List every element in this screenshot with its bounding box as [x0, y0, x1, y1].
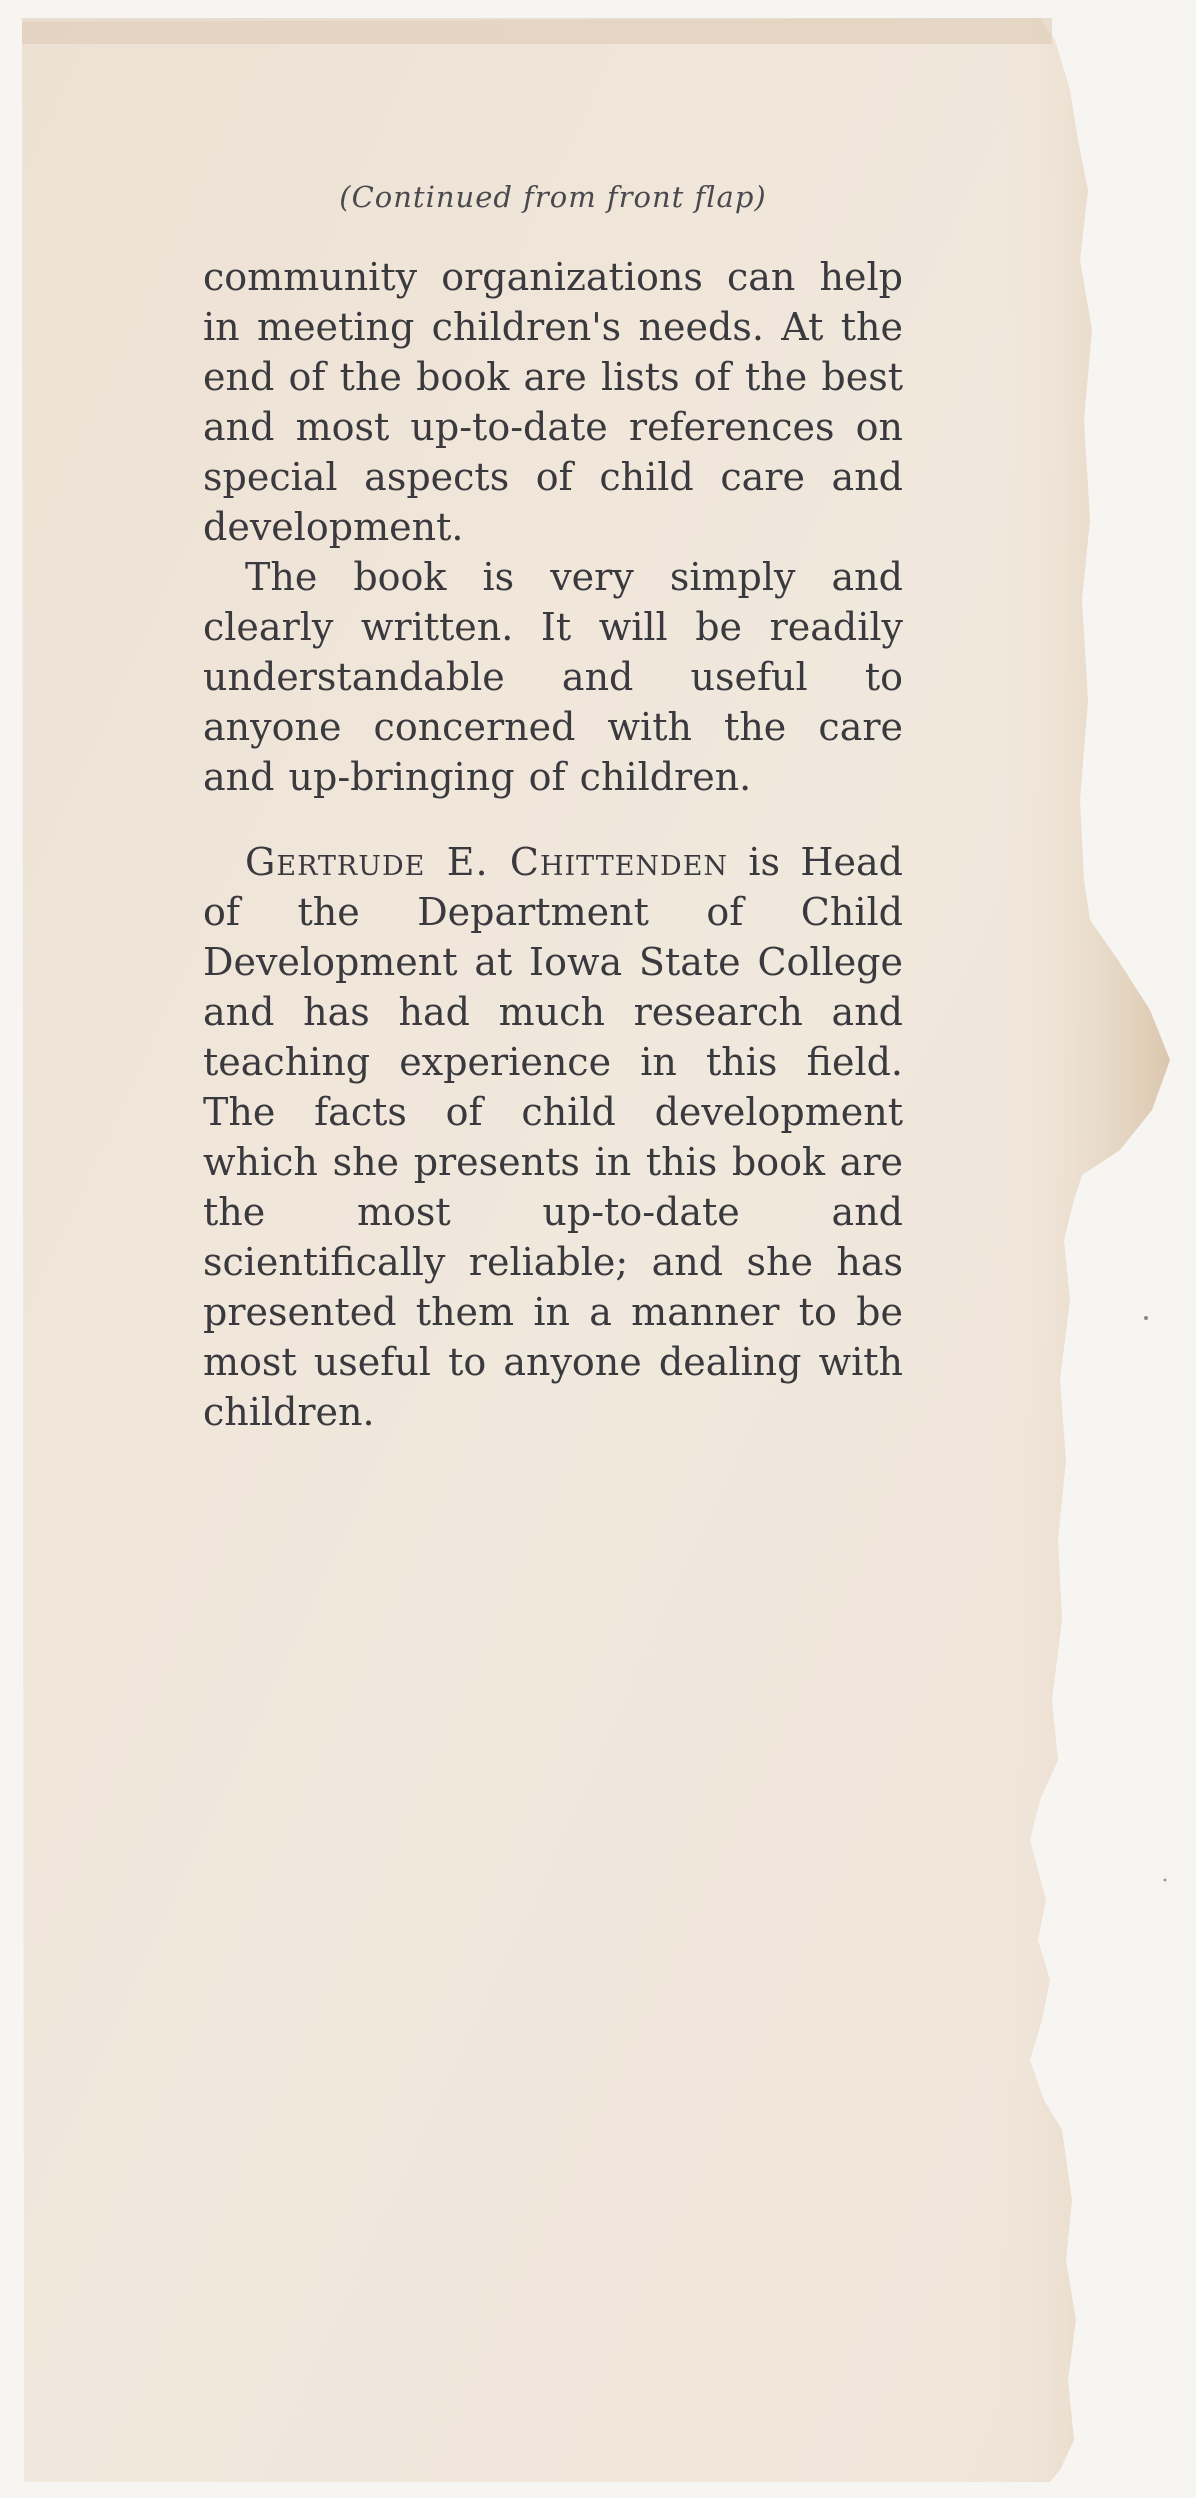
paragraph-references: community organizations can help in meeting children's needs. At the end of the book are lists of the best and most up-to-date references on special aspects of child care and development. [203, 255, 903, 549]
paper-edge-stain [990, 18, 1170, 2482]
flap-text [203, 180, 903, 1437]
author-name: Gertrude E. Chittenden [245, 840, 729, 884]
continued-note: (Continued from front flap) [339, 180, 767, 214]
author-bio-text: is Head of the Department of Child Development at Iowa State College and has had much research and teaching experience in this field. The facts of child development which she presents in this book are the most up-to-date and scientifically reliable; and she has presented them in a manner to be most useful to anyone dealing with children. [203, 840, 904, 1434]
paragraph-readability: The book is very simply and clearly written. It will be readily understandable and useful to anyone concerned with the care and up-bringing of children. [203, 555, 903, 799]
speck [1144, 1316, 1148, 1320]
speck [1164, 1879, 1167, 1882]
author-bio [203, 837, 903, 1437]
top-edge-stain [22, 18, 1052, 44]
